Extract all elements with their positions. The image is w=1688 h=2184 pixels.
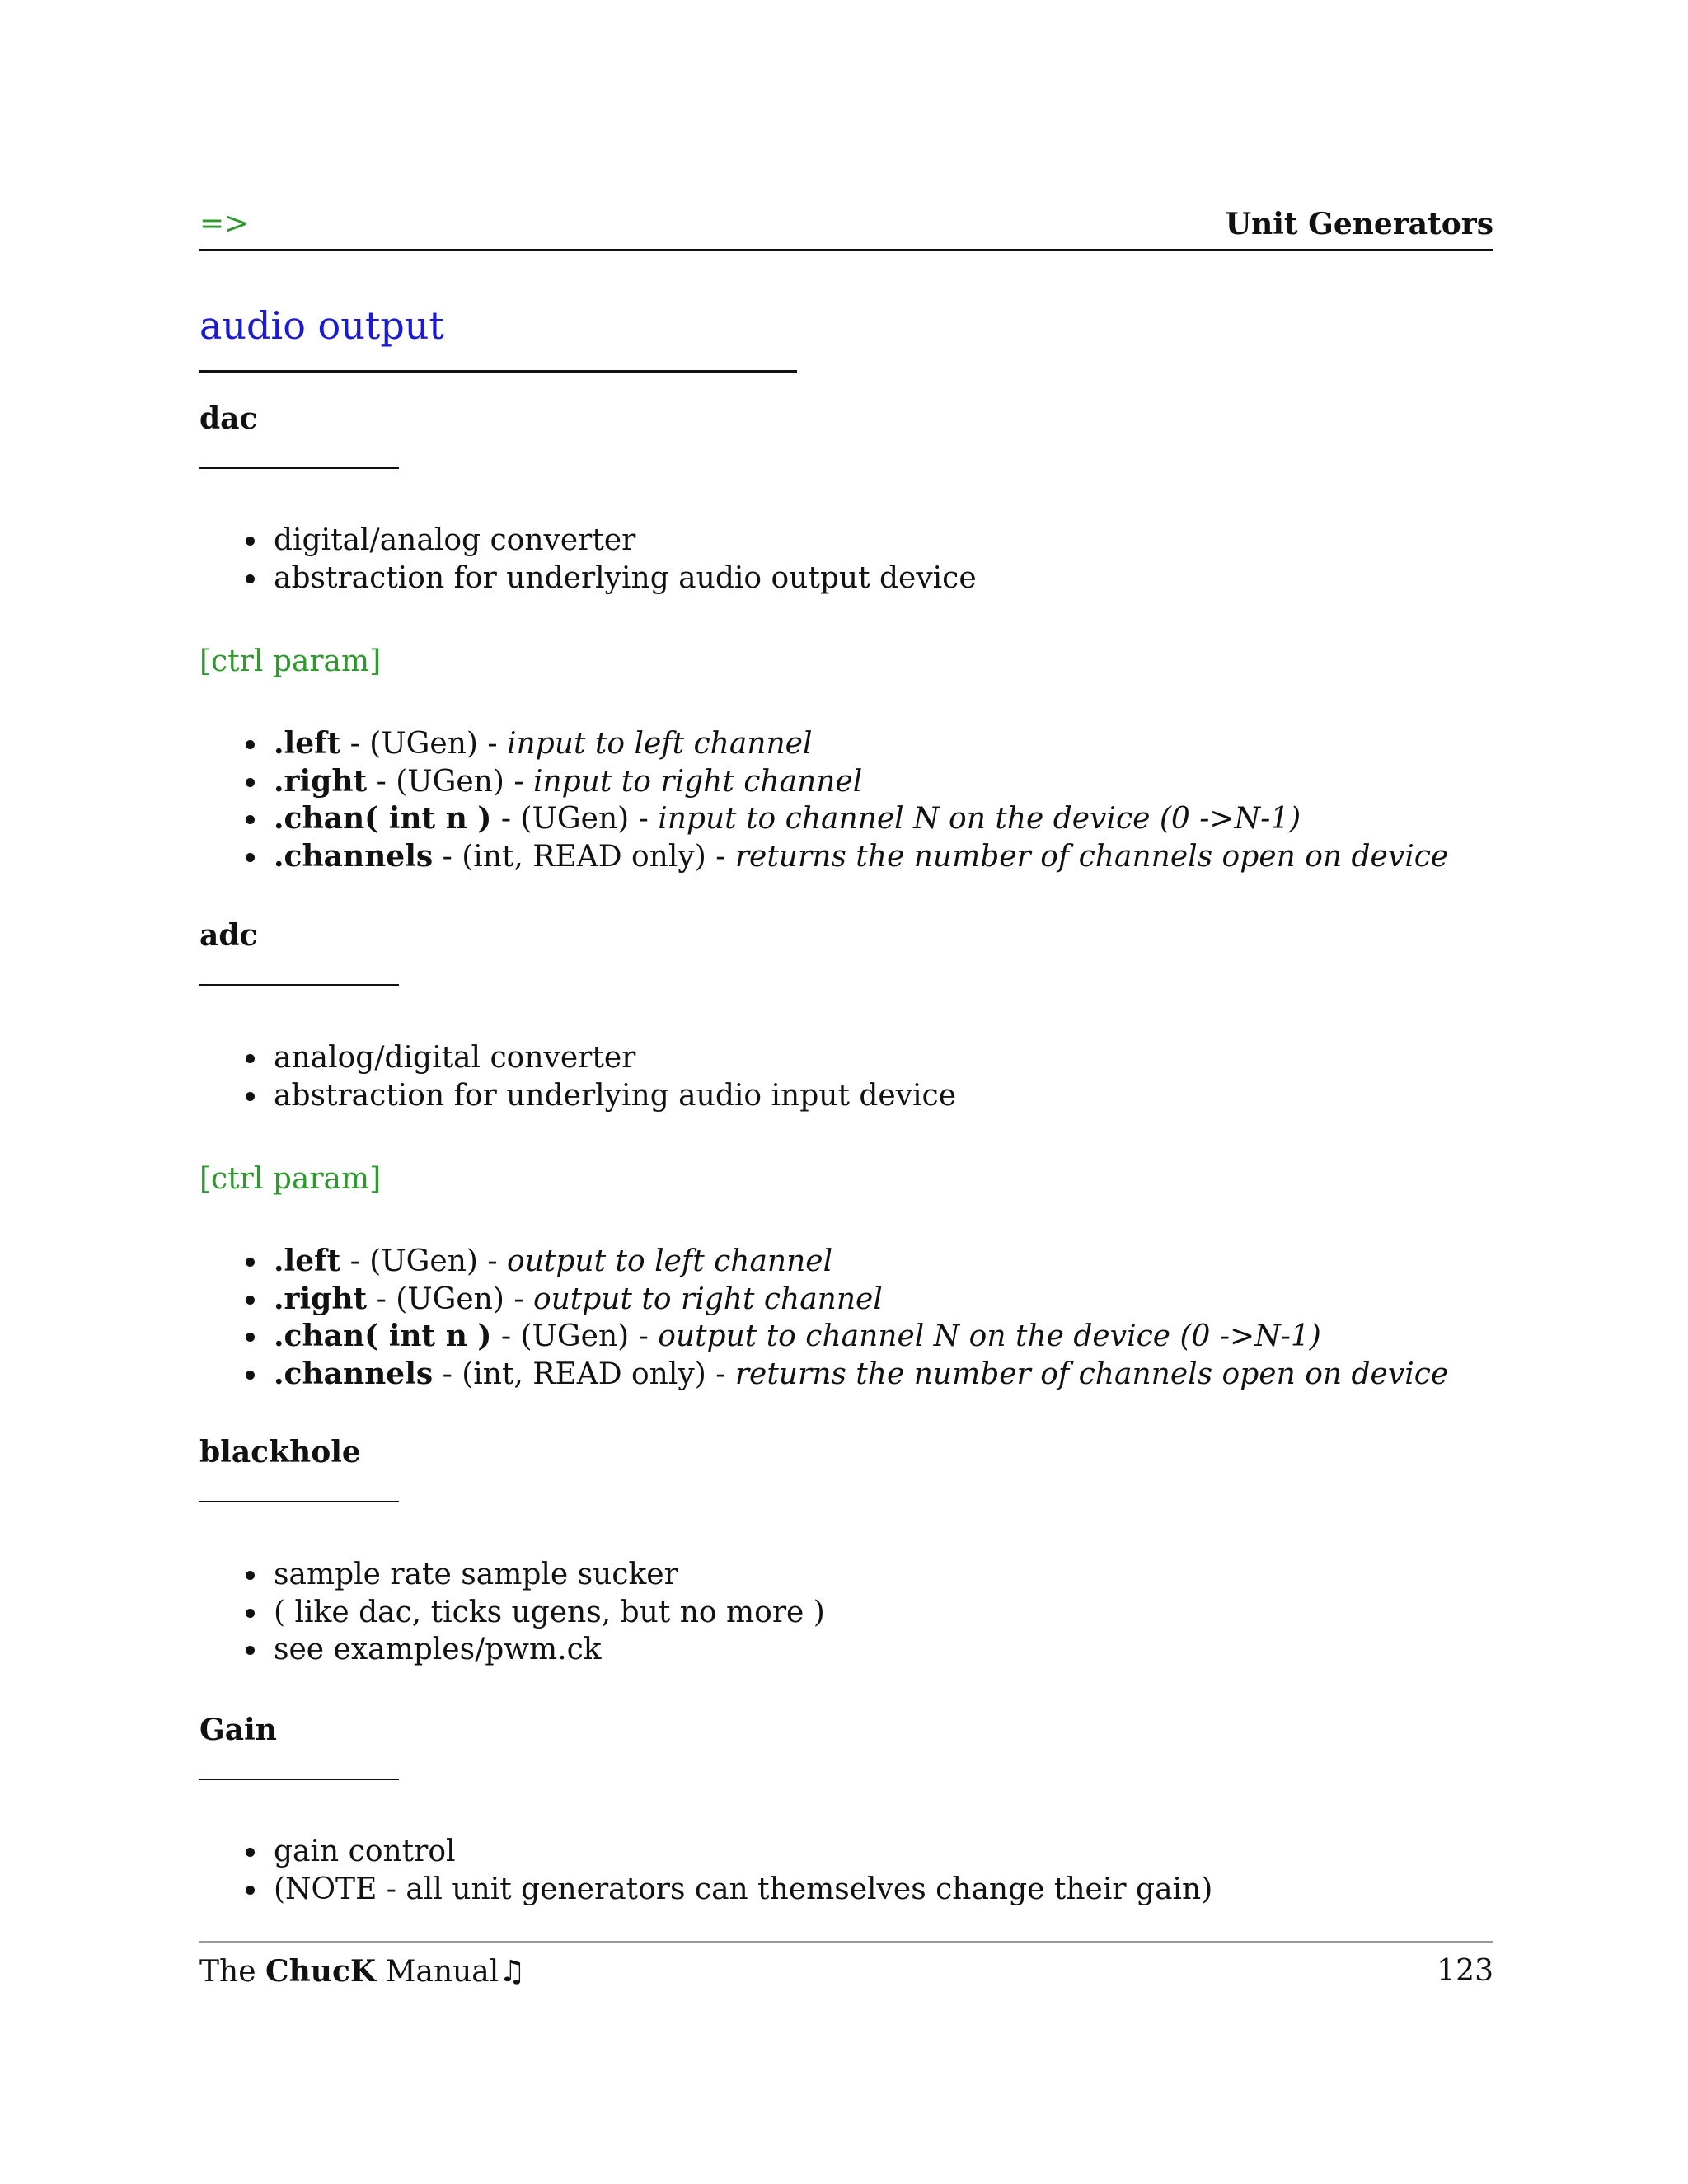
param-item bbox=[199, 725, 1448, 763]
subsection-heading-dac: dac bbox=[199, 401, 258, 436]
adc-description-list bbox=[199, 1039, 956, 1114]
subsection-heading-adc: adc bbox=[199, 918, 258, 953]
page-number: 123 bbox=[1437, 1954, 1493, 1988]
param-item bbox=[199, 1356, 1448, 1394]
list-item: see examples/pwm.ck bbox=[199, 1631, 825, 1669]
param-type: - (UGen) - bbox=[491, 802, 659, 836]
dac-param-list bbox=[199, 725, 1448, 875]
chuck-arrow-symbol: => bbox=[199, 207, 250, 241]
blackhole-description-list bbox=[199, 1556, 825, 1669]
music-note-icon: ♫ bbox=[499, 1955, 526, 1989]
param-name: .right bbox=[274, 763, 368, 799]
param-description: output to right channel bbox=[532, 1282, 883, 1316]
subsection-heading-blackhole: blackhole bbox=[199, 1435, 361, 1469]
ctrl-param-label: [ctrl param] bbox=[199, 644, 382, 678]
param-type: - (UGen) - bbox=[367, 764, 533, 799]
param-type: - (UGen) - bbox=[367, 1282, 533, 1316]
footer-manual-title bbox=[199, 1952, 526, 1992]
param-name: .left bbox=[274, 726, 341, 761]
param-name: .chan( int n ) bbox=[274, 1319, 492, 1353]
param-description: input to left channel bbox=[507, 727, 813, 761]
list-item: ( like dac, ticks ugens, but no more ) bbox=[199, 1594, 825, 1632]
subsection-divider bbox=[199, 1501, 399, 1502]
subsection-divider bbox=[199, 984, 399, 986]
page-header bbox=[199, 206, 1493, 251]
subsection-heading-gain: Gain bbox=[199, 1713, 277, 1747]
footer-brand: ChucK bbox=[265, 1954, 377, 1989]
section-title: audio output bbox=[199, 303, 444, 348]
param-name: .chan( int n ) bbox=[274, 801, 492, 836]
param-name: .right bbox=[274, 1281, 368, 1316]
footer-suffix: Manual bbox=[376, 1955, 499, 1989]
param-item bbox=[199, 1243, 1448, 1281]
param-description: returns the number of channels open on device bbox=[734, 1357, 1449, 1391]
param-type: - (int, READ only) - bbox=[433, 1357, 735, 1391]
section-divider bbox=[199, 370, 797, 373]
subsection-divider bbox=[199, 467, 399, 469]
list-item: gain control bbox=[199, 1833, 1212, 1871]
footer-prefix: The bbox=[199, 1955, 265, 1989]
list-item: (NOTE - all unit generators can themselves change their gain) bbox=[199, 1871, 1212, 1909]
param-item bbox=[199, 763, 1448, 801]
param-name: .left bbox=[274, 1244, 341, 1278]
gain-description-list bbox=[199, 1833, 1212, 1908]
param-item bbox=[199, 838, 1448, 876]
list-item: abstraction for underlying audio output device bbox=[199, 560, 977, 598]
list-item: analog/digital converter bbox=[199, 1039, 956, 1077]
param-name: .channels bbox=[274, 1356, 434, 1391]
list-item: abstraction for underlying audio input device bbox=[199, 1077, 956, 1115]
manual-page bbox=[199, 0, 1493, 2184]
param-name: .channels bbox=[274, 838, 434, 874]
param-type: - (UGen) - bbox=[340, 1244, 508, 1278]
param-type: - (UGen) - bbox=[340, 727, 508, 761]
param-description: input to channel N on the device (0 ->N-1) bbox=[658, 802, 1301, 836]
param-type: - (int, READ only) - bbox=[433, 839, 735, 874]
chapter-title: Unit Generators bbox=[1225, 207, 1493, 241]
ctrl-param-label: [ctrl param] bbox=[199, 1162, 382, 1196]
param-description: input to right channel bbox=[532, 764, 863, 799]
footer-divider bbox=[199, 1941, 1493, 1943]
param-item bbox=[199, 1318, 1448, 1356]
adc-param-list bbox=[199, 1243, 1448, 1393]
list-item: sample rate sample sucker bbox=[199, 1556, 825, 1594]
param-type: - (UGen) - bbox=[491, 1319, 659, 1353]
param-description: output to left channel bbox=[507, 1244, 833, 1278]
dac-description-list bbox=[199, 522, 977, 597]
param-description: returns the number of channels open on device bbox=[734, 839, 1449, 874]
subsection-divider bbox=[199, 1779, 399, 1780]
param-item bbox=[199, 800, 1448, 838]
param-item bbox=[199, 1281, 1448, 1319]
param-description: output to channel N on the device (0 ->N-1) bbox=[658, 1319, 1321, 1353]
list-item: digital/analog converter bbox=[199, 522, 977, 560]
